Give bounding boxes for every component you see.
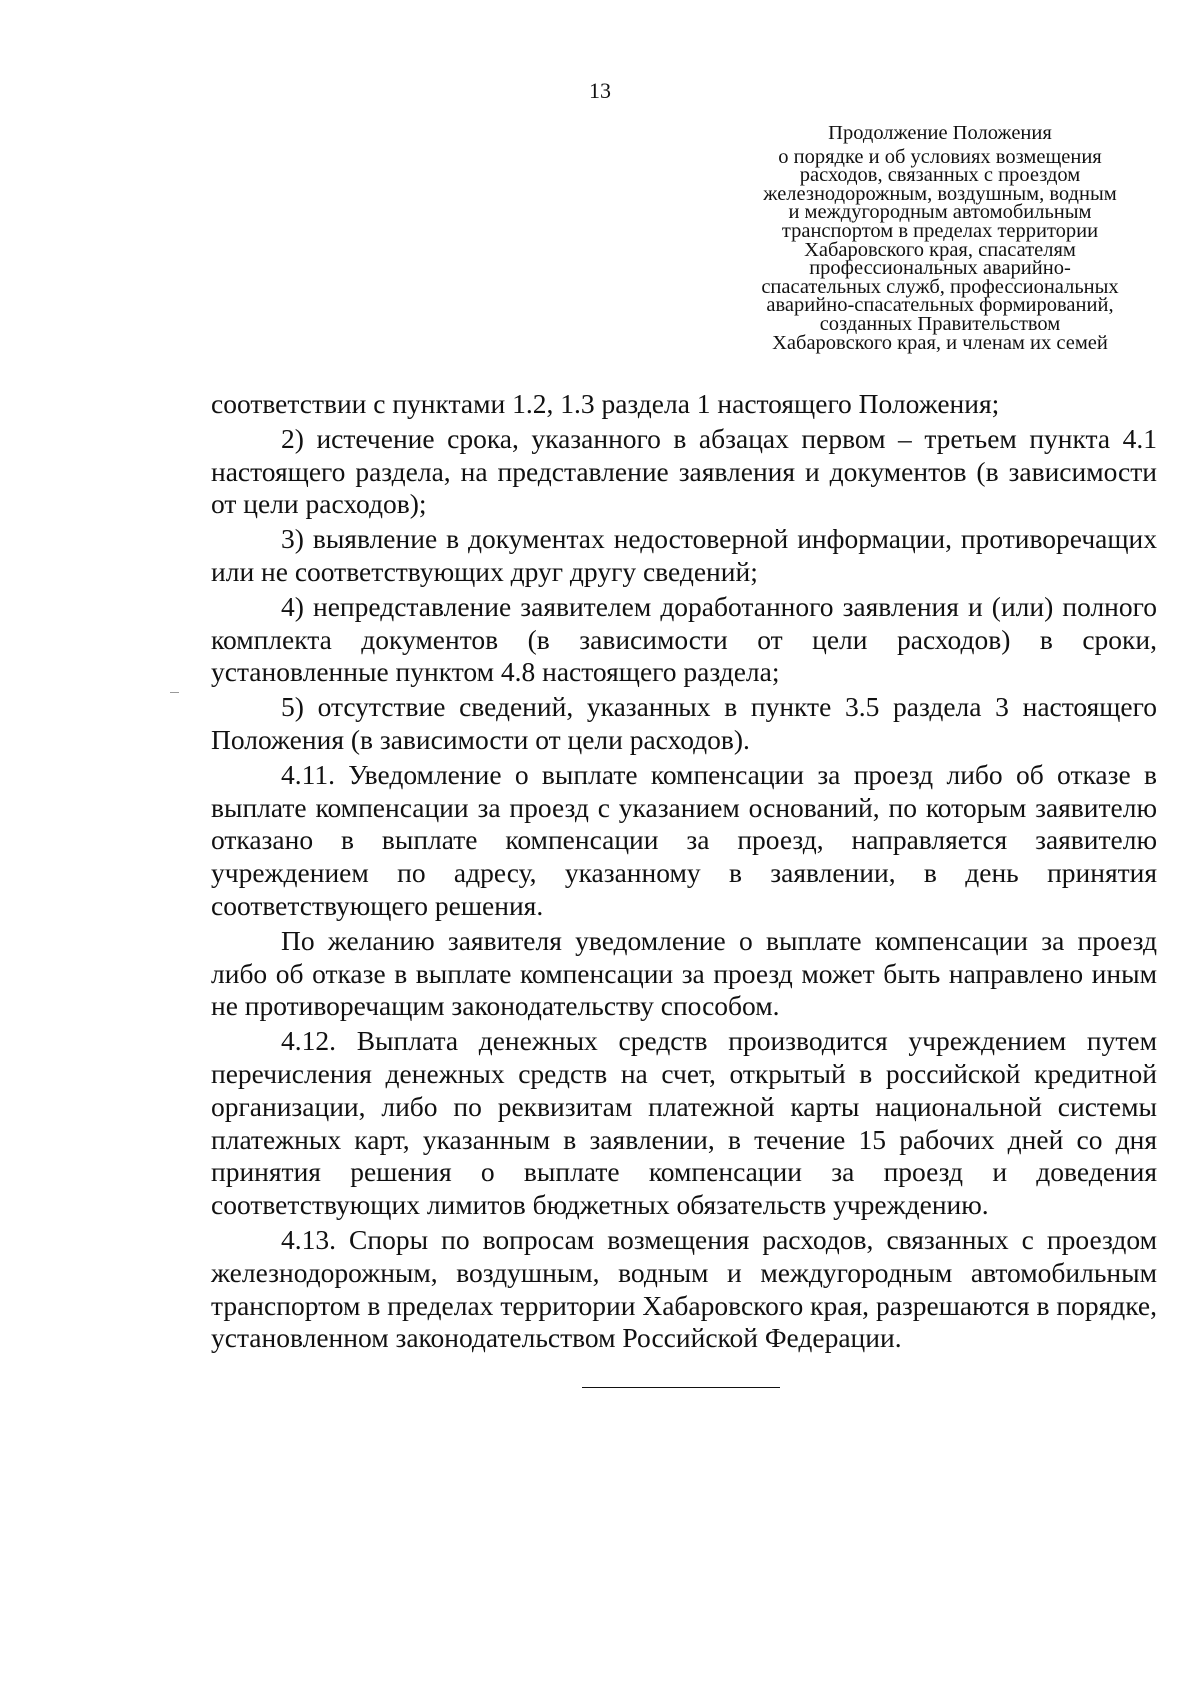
paragraph-continuation: соответствии с пунктами 1.2, 1.3 раздела 1 настоящего Положения; (211, 388, 1000, 419)
header-line: расходов, связанных с проездом (799, 164, 1081, 187)
header-line: транспортом в пределах территории (781, 219, 1099, 242)
header-line: спасательных служб, профессиональных (761, 275, 1119, 298)
paragraph-item-5: 5) отсутствие сведений, указанных в пункте 3.5 раздела 3 настоящего Положения (в зависимости от цели расходов). (211, 691, 1157, 755)
end-of-document-rule (582, 1387, 780, 1388)
paragraph-4-12: 4.12. Выплата денежных средств производится учреждением путем перечисления денежных средств на счет, открытый в российской кредитной организации, либо по реквизитам платежной карты национальной системы платежных карт, указанным в заявлении, в течение 15 рабочих дней со дня принятия решения о выплате компенсации за проезд и доведения соответствующих лимитов бюджетных обязательств учреждению. (211, 1025, 1157, 1221)
header-line: Хабаровского края, и членам их семей (772, 331, 1108, 354)
header-line: железнодорожным, воздушным, водным (763, 182, 1117, 205)
paragraph-item-3: 3) выявление в документах недостоверной информации, противоречащих или не соответствующих друг другу сведений; (211, 523, 1157, 587)
paragraph-4-13: 4.13. Споры по вопросам возмещения расходов, связанных с проездом железнодорожным, воздушным, водным и междугородным автомобильным транспортом в пределах территории Хабаровского края, разрешаются в порядке, установленном законодательством Российской Федерации. (211, 1223, 1157, 1354)
paragraph-item-2: 2) истечение срока, указанного в абзацах первом – третьем пункта 4.1 настоящего раздела, на представление заявления и документов (в зависимости от цели расходов); (211, 422, 1157, 520)
scan-mark (170, 692, 179, 693)
header-line: созданных Правительством (819, 312, 1061, 335)
header-title: Продолжение Положения (828, 122, 1052, 144)
document-body (211, 388, 1157, 1357)
page-number: 13 (589, 78, 611, 103)
header-line: аварийно-спасательных формирований, (766, 294, 1114, 317)
document-header (715, 124, 1165, 352)
header-line: профессиональных аварийно- (809, 257, 1071, 280)
header-line: и междугородным автомобильным (788, 201, 1092, 224)
paragraph-4-11-continued: По желанию заявителя уведомление о выплате компенсации за проезд либо об отказе в выплате компенсации за проезд может быть направлено иным не противоречащим законодательству способом. (211, 924, 1157, 1022)
paragraph-item-4: 4) непредставление заявителем доработанного заявления и (или) полного комплекта документов (в зависимости от цели расходов) в сроки, установленные пунктом 4.8 настоящего раздела; (211, 590, 1157, 688)
paragraph-4-11: 4.11. Уведомление о выплате компенсации за проезд либо об отказе в выплате компенсации за проезд с указанием оснований, по которым заявителю отказано в выплате компенсации за проезд, направляется заявителю учреждением по адресу, указанному в заявлении, в день принятия соответствующего решения. (211, 758, 1157, 921)
header-line: Хабаровского края, спасателям (804, 238, 1076, 261)
header-line: о порядке и об условиях возмещения (778, 145, 1102, 168)
